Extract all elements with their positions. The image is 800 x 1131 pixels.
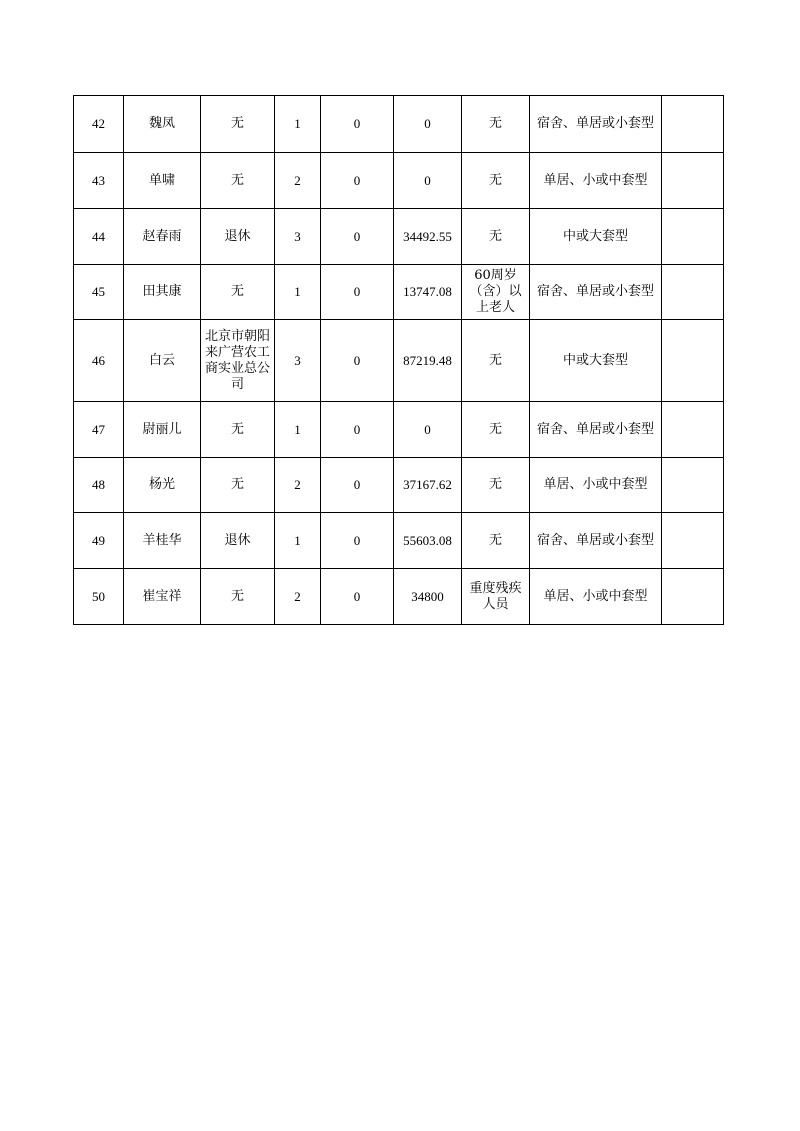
table-row [74, 320, 724, 402]
employer-cell: 无 [201, 153, 275, 209]
row-number-cell: 50 [74, 569, 124, 625]
row-number-cell: 43 [74, 153, 124, 209]
housing-area-cell: 0 [321, 153, 394, 209]
remarks-cell [662, 569, 724, 625]
remarks-cell [662, 209, 724, 265]
special-category-cell: 无 [462, 153, 530, 209]
employer-cell: 无 [201, 402, 275, 458]
name-cell: 尉丽儿 [124, 402, 201, 458]
housing-area-cell: 0 [321, 320, 394, 402]
special-category-cell: 无 [462, 209, 530, 265]
annual-income-cell: 13747.08 [394, 265, 462, 320]
family-members-cell: 1 [275, 513, 321, 569]
remarks-cell [662, 402, 724, 458]
family-members-cell: 2 [275, 569, 321, 625]
table-row [74, 209, 724, 265]
row-number-cell: 46 [74, 320, 124, 402]
table-row [74, 402, 724, 458]
remarks-cell [662, 153, 724, 209]
annual-income-cell: 87219.48 [394, 320, 462, 402]
annual-income-cell: 34800 [394, 569, 462, 625]
name-cell: 杨光 [124, 458, 201, 513]
employer-cell: 退休 [201, 209, 275, 265]
housing-area-cell: 0 [321, 402, 394, 458]
row-number-cell: 45 [74, 265, 124, 320]
employer-cell: 无 [201, 458, 275, 513]
applicant-table [73, 95, 724, 625]
annual-income-cell: 34492.55 [394, 209, 462, 265]
housing-type-cell: 中或大套型 [530, 209, 662, 265]
housing-type-cell: 宿舍、单居或小套型 [530, 513, 662, 569]
row-number-cell: 49 [74, 513, 124, 569]
employer-cell: 无 [201, 569, 275, 625]
name-cell: 白云 [124, 320, 201, 402]
special-category-cell: 无 [462, 402, 530, 458]
employer-cell: 无 [201, 265, 275, 320]
name-cell: 崔宝祥 [124, 569, 201, 625]
housing-type-cell: 单居、小或中套型 [530, 153, 662, 209]
remarks-cell [662, 458, 724, 513]
special-category-cell: 无 [462, 320, 530, 402]
remarks-cell [662, 513, 724, 569]
table-row [74, 96, 724, 153]
table-row [74, 513, 724, 569]
annual-income-cell: 0 [394, 402, 462, 458]
table-row [74, 265, 724, 320]
housing-area-cell: 0 [321, 569, 394, 625]
row-number-cell: 44 [74, 209, 124, 265]
housing-type-cell: 宿舍、单居或小套型 [530, 402, 662, 458]
family-members-cell: 3 [275, 320, 321, 402]
row-number-cell: 47 [74, 402, 124, 458]
table-row [74, 153, 724, 209]
row-number-cell: 42 [74, 96, 124, 153]
housing-area-cell: 0 [321, 458, 394, 513]
employer-cell: 无 [201, 96, 275, 153]
family-members-cell: 1 [275, 96, 321, 153]
housing-type-cell: 宿舍、单居或小套型 [530, 265, 662, 320]
name-cell: 赵春雨 [124, 209, 201, 265]
special-category-cell: 无 [462, 513, 530, 569]
special-category-cell: 重度残疾人员 [462, 569, 530, 625]
applicant-table-container [73, 95, 724, 625]
row-number-cell: 48 [74, 458, 124, 513]
name-cell: 田其康 [124, 265, 201, 320]
housing-type-cell: 单居、小或中套型 [530, 458, 662, 513]
annual-income-cell: 0 [394, 96, 462, 153]
special-category-cell: 无 [462, 458, 530, 513]
name-cell: 魏凤 [124, 96, 201, 153]
remarks-cell [662, 320, 724, 402]
family-members-cell: 3 [275, 209, 321, 265]
housing-area-cell: 0 [321, 265, 394, 320]
housing-type-cell: 中或大套型 [530, 320, 662, 402]
employer-cell: 北京市朝阳来广营农工商实业总公司 [201, 320, 275, 402]
housing-area-cell: 0 [321, 513, 394, 569]
annual-income-cell: 55603.08 [394, 513, 462, 569]
table-row [74, 569, 724, 625]
annual-income-cell: 37167.62 [394, 458, 462, 513]
annual-income-cell: 0 [394, 153, 462, 209]
housing-area-cell: 0 [321, 209, 394, 265]
family-members-cell: 1 [275, 265, 321, 320]
table-row [74, 458, 724, 513]
housing-type-cell: 宿舍、单居或小套型 [530, 96, 662, 153]
housing-type-cell: 单居、小或中套型 [530, 569, 662, 625]
remarks-cell [662, 265, 724, 320]
family-members-cell: 2 [275, 458, 321, 513]
housing-area-cell: 0 [321, 96, 394, 153]
family-members-cell: 2 [275, 153, 321, 209]
family-members-cell: 1 [275, 402, 321, 458]
name-cell: 单啸 [124, 153, 201, 209]
remarks-cell [662, 96, 724, 153]
special-category-cell: 无 [462, 96, 530, 153]
employer-cell: 退休 [201, 513, 275, 569]
applicant-table-body [74, 96, 724, 625]
name-cell: 羊桂华 [124, 513, 201, 569]
special-category-cell: 60周岁（含）以上老人 [462, 265, 530, 320]
